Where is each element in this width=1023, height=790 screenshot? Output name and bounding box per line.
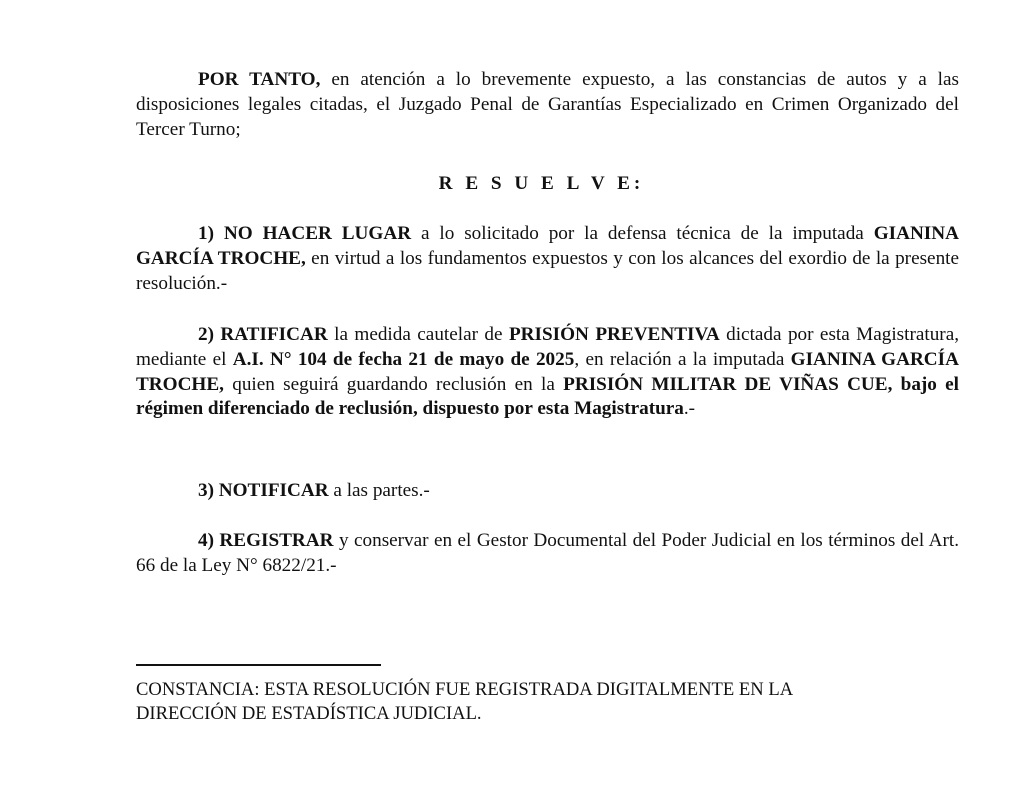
item-4-text-1: y conservar en el Gestor Documental del Poder Judicial en los términos del Art. 66 de la Ley N° 6822/21.-	[136, 530, 959, 576]
resolution-item-3	[136, 479, 959, 504]
item-1-bold-1: GIANINA GARCÍA TROCHE,	[136, 223, 959, 269]
item-2-text-2: dictada por esta Magistratura, mediante el	[136, 324, 960, 370]
item-2-lead: 2) RATIFICAR	[198, 324, 328, 345]
item-2-text-5: .-	[683, 398, 696, 420]
resolution-item-4	[136, 529, 959, 579]
item-2-bold-2: A.I. N° 104 de fecha 21 de mayo de 2025	[232, 348, 575, 370]
item-3-lead: 3) NOTIFICAR	[198, 480, 329, 501]
resolution-item-1	[136, 222, 959, 296]
item-3-text-1: a las partes.-	[328, 480, 430, 501]
item-1-text-1: a lo solicitado por la defensa técnica de la imputada	[411, 223, 874, 244]
intro-text: en atención a lo brevemente expuesto, a las constancias de autos y a las disposiciones legales citadas, el Juzgado Penal de Garantías Especializado en Crimen Organizado del Tercer Turno;	[136, 69, 959, 140]
item-4-lead: 4) REGISTRAR	[198, 530, 334, 551]
item-2-text-3: , en relación a la imputada	[574, 348, 791, 370]
resolution-item-2	[136, 323, 959, 422]
item-1-text-2: en virtud a los fundamentos expuestos y con los alcances del exordio de la presente resolución.-	[136, 247, 960, 294]
item-2-bold-1: PRISIÓN PREVENTIVA	[508, 324, 720, 345]
item-2-text-4: quien seguirá guardando reclusión en la	[223, 373, 564, 395]
item-2-bold-3: GIANINA GARCÍA TROCHE,	[136, 348, 959, 395]
footnote-divider	[136, 664, 381, 666]
constancia-note: CONSTANCIA: ESTA RESOLUCIÓN FUE REGISTRADA DIGITALMENTE EN LA DIRECCIÓN DE ESTADÍSTICA JUDICIAL.	[136, 679, 793, 724]
item-2-text-1: la medida cautelar de	[327, 324, 509, 345]
item-2-bold-4: PRISIÓN MILITAR DE VIÑAS CUE, bajo el régimen diferenciado de reclusión, dispuesto por esta Magistratura	[136, 373, 960, 420]
resolution-heading: R E S U E L V E:	[438, 173, 645, 194]
intro-lead: POR TANTO,	[198, 69, 321, 90]
item-1-lead: 1) NO HACER LUGAR	[198, 223, 412, 244]
intro-paragraph	[136, 68, 959, 142]
